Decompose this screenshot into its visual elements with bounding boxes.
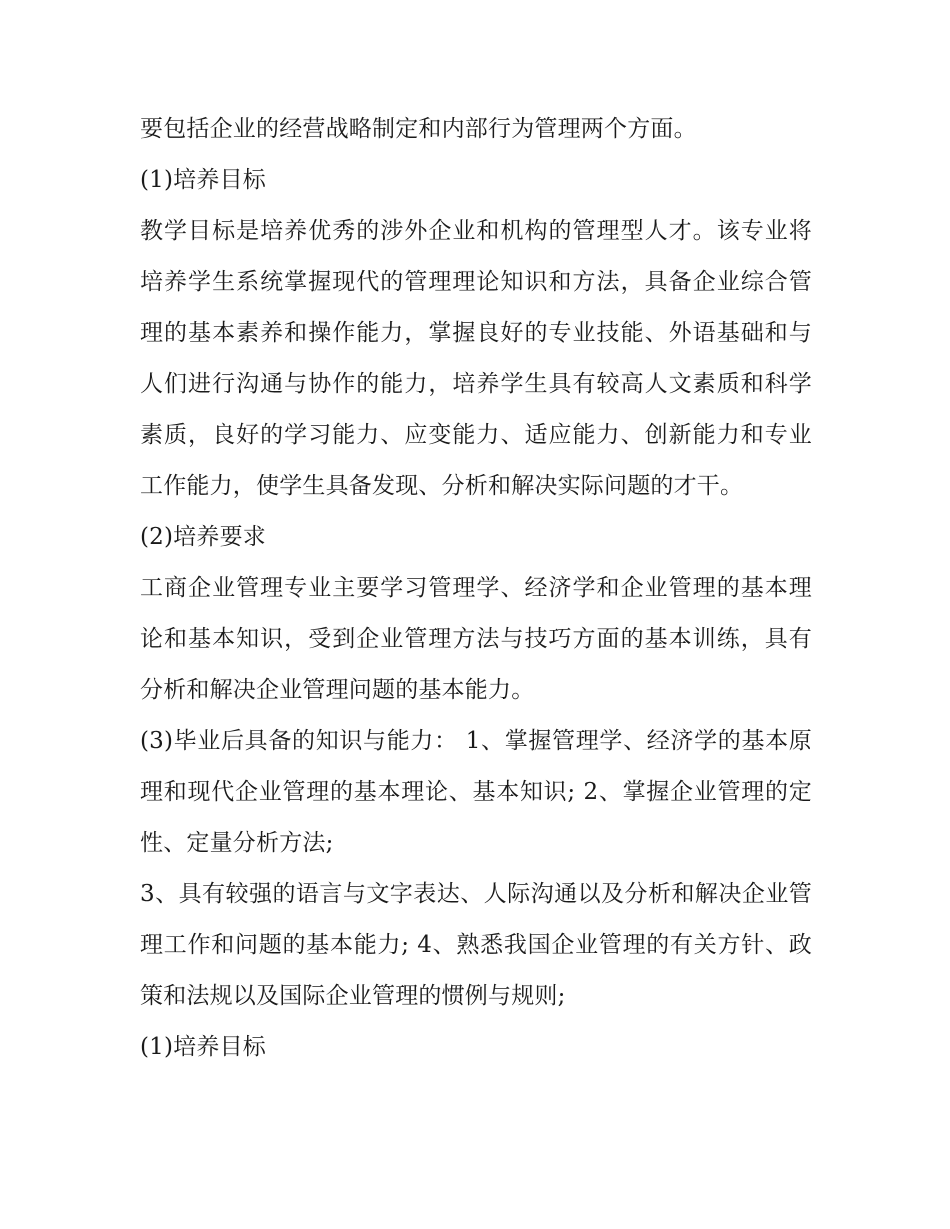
- paragraph-scope-intro: 要包括企业的经营战略制定和内部行为管理两个方面。: [140, 116, 697, 142]
- paragraph-graduate-abilities: (3)毕业后具备的知识与能力： 1、掌握管理学、经济学的基本原理和现代企业管理的基本理论、基本知识; 2、掌握企业管理的定性、定量分析方法;: [140, 728, 812, 856]
- heading-training-requirements: (2)培养要求: [140, 524, 266, 550]
- heading-training-goal-repeat: (1)培养目标: [140, 1034, 266, 1060]
- paragraph-graduate-abilities-continued: 3、具有较强的语言与文字表达、人际沟通以及分析和解决企业管理工作和问题的基本能力; 4、熟悉我国企业管理的有关方针、政策和法规以及国际企业管理的惯例与规则;: [140, 881, 812, 1009]
- paragraph-major-requirements: 工商企业管理专业主要学习管理学、经济学和企业管理的基本理论和基本知识，受到企业管理方法与技巧方面的基本训练，具有分析和解决企业管理问题的基本能力。: [140, 575, 812, 703]
- paragraph-teaching-goal: 教学目标是培养优秀的涉外企业和机构的管理型人才。该专业将培养学生系统掌握现代的管理理论知识和方法，具备企业综合管理的基本素养和操作能力，掌握良好的专业技能、外语基础和与人们进行沟通与协作的能力，培养学生具有较高人文素质和科学素质，良好的学习能力、应变能力、适应能力、创新能力和专业工作能力，使学生具备发现、分析和解决实际问题的才干。: [140, 218, 812, 499]
- document-body: [140, 104, 812, 1073]
- heading-training-goal: (1)培养目标: [140, 167, 266, 193]
